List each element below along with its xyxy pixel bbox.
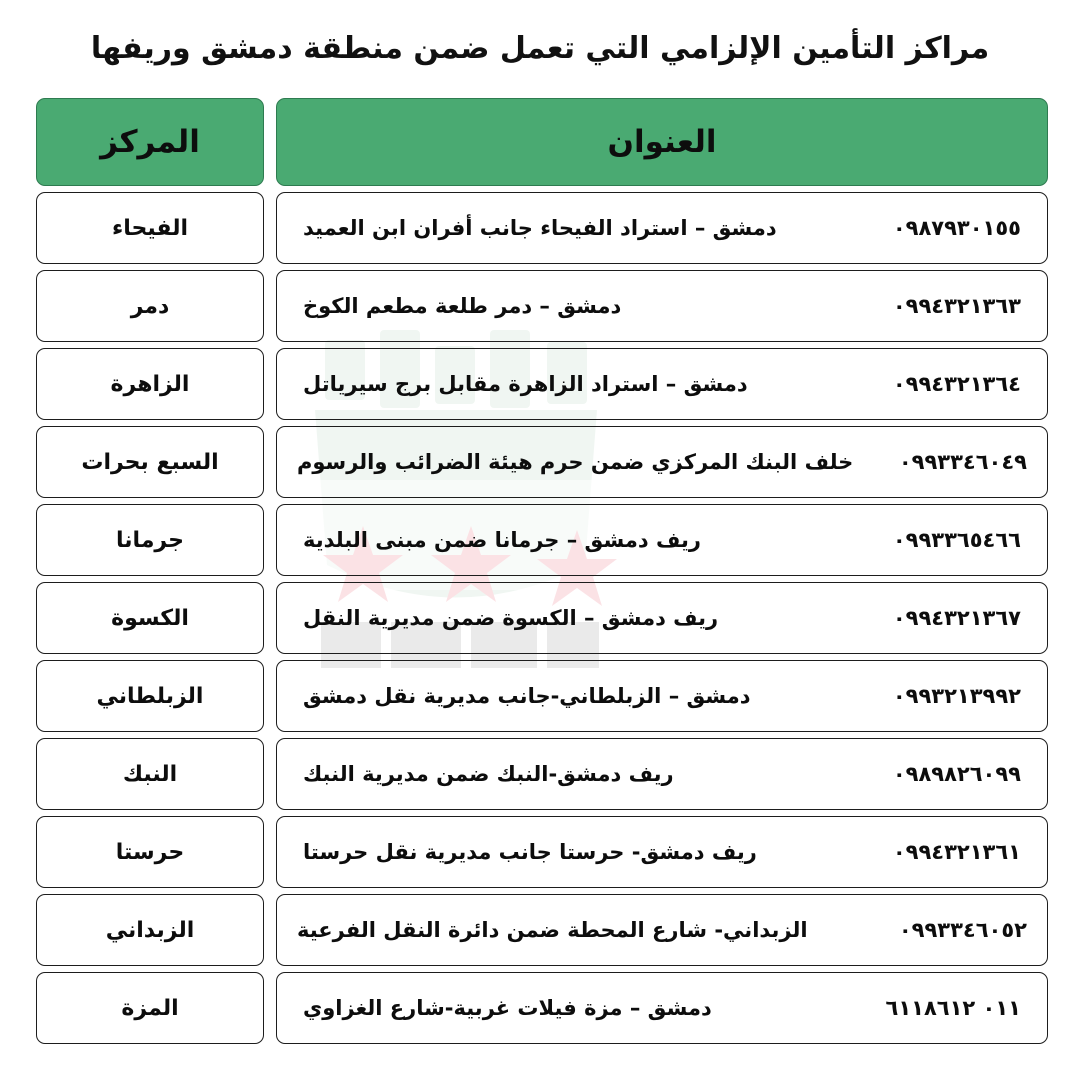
phone-number: ٠٩٩٣٣٤٦٠٤٩ bbox=[898, 450, 1027, 474]
phone-number: ٠١١ ٦١١٨٦١٢ bbox=[885, 996, 1021, 1020]
insurance-centers-table bbox=[36, 98, 1048, 1050]
center-name-cell: جرمانا bbox=[36, 504, 264, 576]
address-text: دمشق – استراد الزاهرة مقابل برج سيرياتل bbox=[303, 372, 748, 396]
address-cell bbox=[276, 348, 1048, 420]
phone-number: ٠٩٩٤٣٢١٣٦٤ bbox=[892, 372, 1021, 396]
table-row[interactable] bbox=[36, 738, 1048, 810]
address-text: دمشق – مزة فيلات غربية-شارع الغزاوي bbox=[303, 996, 712, 1020]
column-header-center: المركز bbox=[36, 98, 264, 186]
table-row[interactable] bbox=[36, 582, 1048, 654]
address-cell bbox=[276, 816, 1048, 888]
address-cell bbox=[276, 426, 1048, 498]
center-name-cell: السبع بحرات bbox=[36, 426, 264, 498]
phone-number: ٠٩٩٣٣٤٦٠٥٢ bbox=[898, 918, 1027, 942]
address-cell bbox=[276, 270, 1048, 342]
address-text: الزبداني- شارع المحطة ضمن دائرة النقل الفرعية bbox=[297, 918, 808, 942]
table-header-row bbox=[36, 98, 1048, 186]
address-cell bbox=[276, 582, 1048, 654]
table-row[interactable] bbox=[36, 660, 1048, 732]
phone-number: ٠٩٨٧٩٣٠١٥٥ bbox=[892, 216, 1021, 240]
center-name-cell: حرستا bbox=[36, 816, 264, 888]
table-row[interactable] bbox=[36, 348, 1048, 420]
table-row[interactable] bbox=[36, 426, 1048, 498]
address-text: دمشق – استراد الفيحاء جانب أفران ابن العميد bbox=[303, 216, 777, 240]
table-row[interactable] bbox=[36, 270, 1048, 342]
address-cell bbox=[276, 972, 1048, 1044]
page-title: مراكز التأمين الإلزامي التي تعمل ضمن منطقة دمشق وريفها bbox=[90, 31, 990, 66]
address-text: دمشق – دمر طلعة مطعم الكوخ bbox=[303, 294, 622, 318]
address-text: ريف دمشق – الكسوة ضمن مديرية النقل bbox=[303, 606, 719, 630]
table-row[interactable] bbox=[36, 192, 1048, 264]
phone-number: ٠٩٨٩٨٢٦٠٩٩ bbox=[892, 762, 1021, 786]
address-cell bbox=[276, 894, 1048, 966]
center-name-cell: الفيحاء bbox=[36, 192, 264, 264]
address-cell bbox=[276, 192, 1048, 264]
table-row[interactable] bbox=[36, 972, 1048, 1044]
phone-number: ٠٩٩٣٢١٣٩٩٢ bbox=[892, 684, 1021, 708]
address-text: دمشق – الزبلطاني-جانب مديرية نقل دمشق bbox=[303, 684, 751, 708]
table-row[interactable] bbox=[36, 504, 1048, 576]
phone-number: ٠٩٩٤٣٢١٣٦٧ bbox=[892, 606, 1021, 630]
table-row[interactable] bbox=[36, 894, 1048, 966]
address-cell bbox=[276, 738, 1048, 810]
phone-number: ٠٩٩٤٣٢١٣٦١ bbox=[892, 840, 1021, 864]
address-cell bbox=[276, 504, 1048, 576]
column-header-address: العنوان bbox=[276, 98, 1048, 186]
phone-number: ٠٩٩٣٣٦٥٤٦٦ bbox=[892, 528, 1021, 552]
center-name-cell: المزة bbox=[36, 972, 264, 1044]
center-name-cell: الزبداني bbox=[36, 894, 264, 966]
center-name-cell: النبك bbox=[36, 738, 264, 810]
center-name-cell: الزاهرة bbox=[36, 348, 264, 420]
address-text: ريف دمشق-النبك ضمن مديرية النبك bbox=[303, 762, 674, 786]
phone-number: ٠٩٩٤٣٢١٣٦٣ bbox=[892, 294, 1021, 318]
center-name-cell: الكسوة bbox=[36, 582, 264, 654]
center-name-cell: دمر bbox=[36, 270, 264, 342]
address-text: خلف البنك المركزي ضمن حرم هيئة الضرائب والرسوم bbox=[297, 450, 854, 474]
address-text: ريف دمشق – جرمانا ضمن مبنى البلدية bbox=[303, 528, 701, 552]
address-text: ريف دمشق- حرستا جانب مديرية نقل حرستا bbox=[303, 840, 757, 864]
center-name-cell: الزبلطاني bbox=[36, 660, 264, 732]
table-row[interactable] bbox=[36, 816, 1048, 888]
address-cell bbox=[276, 660, 1048, 732]
